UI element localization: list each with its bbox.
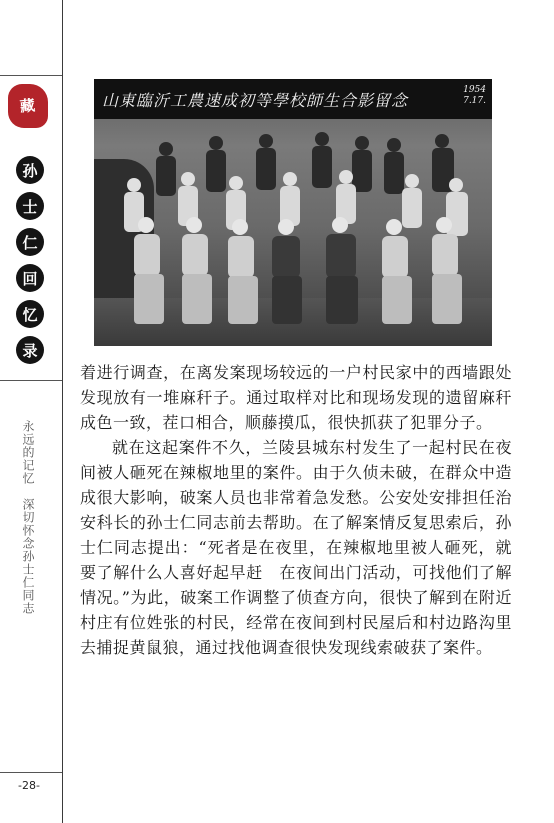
divider-middle (0, 380, 62, 381)
series-title (16, 156, 46, 364)
series-title-char: 孙 (16, 156, 44, 184)
divider-bottom (0, 772, 62, 773)
photo-caption-banner (94, 79, 492, 119)
photo-date (463, 85, 486, 107)
series-title-char: 仁 (16, 228, 44, 256)
margin-rule (62, 0, 63, 823)
body-text (80, 360, 512, 660)
series-title-char: 录 (16, 336, 44, 364)
paragraph: 就在这起案件不久，兰陵县城东村发生了一起村民在夜间被人砸死在辣椒地里的案件。由于久侦未破，在群众中造成很大影响，破案人员也非常着急发愁。公安处安排担任治安科长的孙士仁同志前去帮助。在了解案情反复思索后，孙士仁同志提出：“死者是在夜里，在辣椒地里被人砸死，就要了解什么人喜好起早赶 在夜间出门活动，可找他们了解情况。”为此，破案工作调整了侦查方向，很快了解到在附近村庄有位姓张的村民，经常在夜间到村民屋后和村边路沟里去捕捉黄鼠狼，通过找他调查很快发现线索破获了案件。 (80, 438, 512, 657)
divider-top (0, 75, 62, 76)
photo-date-day: 7.17. (463, 96, 486, 106)
group-photo (94, 79, 492, 346)
series-title-char: 回 (16, 264, 44, 292)
seal-text: 藏 (19, 95, 37, 116)
paragraph: 着进行调查，在离发案现场较远的一户村民家中的西墙跟处发现放有一堆麻秆子。通过取样对比和现场发现的遗留麻秆成色一致，茬口相合，顺藤摸瓜，很快抓获了犯罪分子。 (80, 363, 512, 432)
photo-caption: 山東臨沂工農速成初等學校師生合影留念 (102, 91, 409, 110)
chapter-subtitle: 永远的记忆 深切怀念孙士仁同志 (21, 420, 35, 615)
photo-people-silhouettes (94, 79, 492, 346)
series-title-char: 忆 (16, 300, 44, 328)
page-number: -28- (18, 779, 40, 792)
photo-date-year: 1954 (463, 85, 486, 95)
series-title-char: 士 (16, 192, 44, 220)
red-seal-logo (8, 84, 48, 128)
